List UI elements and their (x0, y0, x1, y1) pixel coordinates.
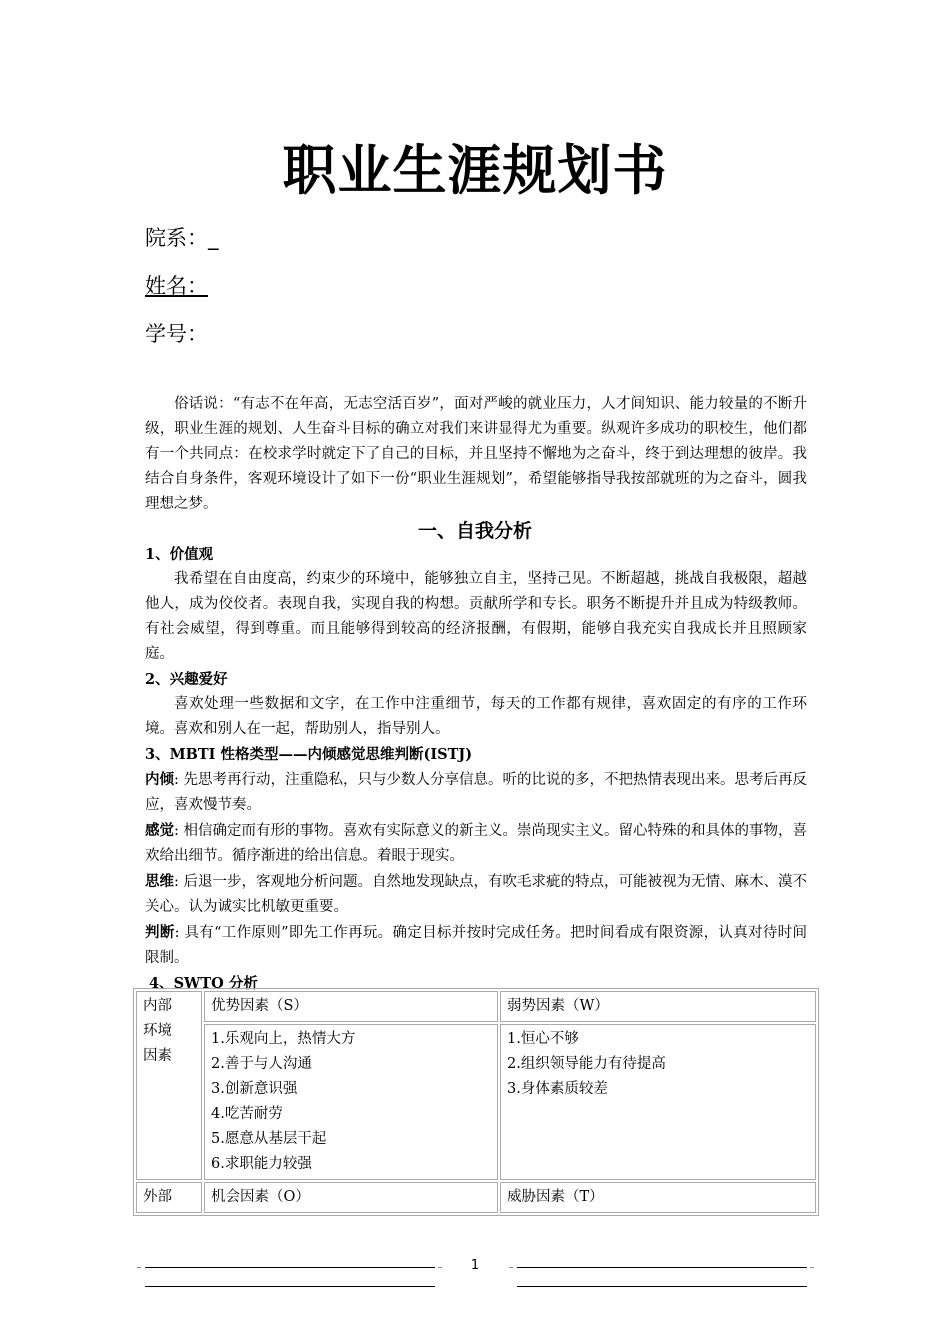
swot-heading: 4、SWTO 分析 (149, 975, 258, 992)
mbti-introversion (145, 767, 807, 818)
mbti-text: : 相信确定而有形的事物。喜欢有实际意义的新主义。崇尚现实主义。留心特殊的和具体的事物，喜欢给出细节。循序渐进的给出信息。着眼于现实。 (145, 823, 807, 864)
intro-paragraph: 俗话说：“有志不在年高，无志空活百岁”，面对严峻的就业压力，人才间知识、能力较量的不断升级，职业生涯的规划、人生奋斗目标的确立对我们来讲显得尤为重要。纵观许多成功的职校生，他们都有一个共同点：在校求学时就定下了自己的目标，并且坚持不懈地为之奋斗，终于到达理想的彼岸。我结合自身条件，客观环境设计了如下一份“职业生涯规划”，希望能够指导我按部就班的为之奋斗，圆我理想之梦。 (145, 396, 807, 512)
student-id-field (145, 318, 208, 348)
document-title: 职业生涯规划书 (282, 139, 668, 202)
mbti-thinking (145, 869, 807, 920)
mbti-text: : 先思考再行动，注重隐私，只与少数人分享信息。听的比说的多，不把热情表现出来。思考后再反应，喜欢慢节奏。 (145, 772, 807, 813)
list-item: 5.愿意从基层干起 (211, 1131, 327, 1147)
mbti-term: 思维 (145, 873, 174, 890)
mbti-sensing (145, 818, 807, 869)
internal-label-line: 因素 (143, 1048, 172, 1064)
list-item: 4.吃苦耐劳 (211, 1106, 283, 1122)
department-label: 院系：_ (145, 226, 219, 250)
mbti-judging (145, 920, 807, 971)
opportunity-header-cell: 机会因素（O） (204, 1182, 498, 1213)
weakness-header-cell: 弱势因素（W） (500, 991, 816, 1022)
mbti-term: 感觉 (145, 822, 174, 839)
student-id-label: 学号： (145, 322, 208, 346)
mbti-heading: 3、MBTI 性格类型——内倾感觉思维判断(ISTJ) (145, 746, 473, 763)
list-item: 6.求职能力较强 (211, 1156, 312, 1172)
internal-label-line: 内部 (143, 998, 172, 1014)
internal-label-line: 环境 (143, 1023, 172, 1039)
values-paragraph: 我希望在自由度高，约束少的环境中，能够独立自主，坚持己见。不断超越，挑战自我极限，超越他人，成为佼佼者。表现自我，实现自我的构想。贡献所学和专长。职务不断提升并且成为特级教师。有社会威望，得到尊重。而且能够得到较高的经济报酬，有假期，能够自我充实自我成长并且照顾家庭。 (145, 571, 807, 662)
strengths-cell (204, 1024, 498, 1180)
department-field (145, 222, 219, 252)
list-item: 2.善于与人沟通 (211, 1056, 312, 1072)
weaknesses-cell (500, 1024, 816, 1180)
list-item: 2.组织领导能力有待提高 (507, 1056, 666, 1072)
intro-block (145, 392, 807, 517)
table-row (136, 1182, 816, 1213)
page-number: 1 (470, 1258, 480, 1273)
mbti-term: 判断 (145, 924, 175, 941)
mbti-term: 内倾 (145, 771, 174, 788)
footer-rule-left-bottom (145, 1286, 435, 1287)
list-item: 3.身体素质较差 (507, 1081, 608, 1097)
list-item: 3.创新意识强 (211, 1081, 298, 1097)
mbti-text: : 后退一步，客观地分析问题。自然地发现缺点，有吹毛求疵的特点，可能被视为无情、麻木、漠不关心。认为诚实比机敏更重要。 (145, 874, 807, 915)
name-label: 姓名： (145, 274, 208, 298)
external-label-cell: 外部 (136, 1182, 202, 1213)
swot-table (133, 988, 819, 1216)
interest-paragraph: 喜欢处理一些数据和文字，在工作中注重细节，每天的工作都有规律，喜欢固定的有序的工作环境。喜欢和别人在一起，帮助别人，指导别人。 (145, 696, 807, 737)
section-heading-self-analysis: 一、自我分析 (417, 520, 532, 542)
values-heading: 1、价值观 (145, 546, 214, 563)
threat-header-cell: 威胁因素（T） (500, 1182, 816, 1213)
internal-label-cell (136, 991, 202, 1180)
self-analysis-body (145, 542, 807, 996)
mbti-text: : 具有“工作原则”即先工作再玩。确定目标并按时完成任务。把时间看成有限资源，认真对待时间限制。 (145, 925, 807, 966)
interest-heading: 2、兴趣爱好 (145, 671, 228, 688)
list-item: 1.恒心不够 (507, 1031, 579, 1047)
strength-header-cell: 优势因素（S） (204, 991, 498, 1022)
name-field (145, 270, 208, 300)
list-item: 1.乐观向上，热情大方 (211, 1031, 356, 1047)
table-row (136, 991, 816, 1022)
footer-rule-right-bottom (517, 1286, 807, 1287)
table-row (136, 1024, 816, 1180)
